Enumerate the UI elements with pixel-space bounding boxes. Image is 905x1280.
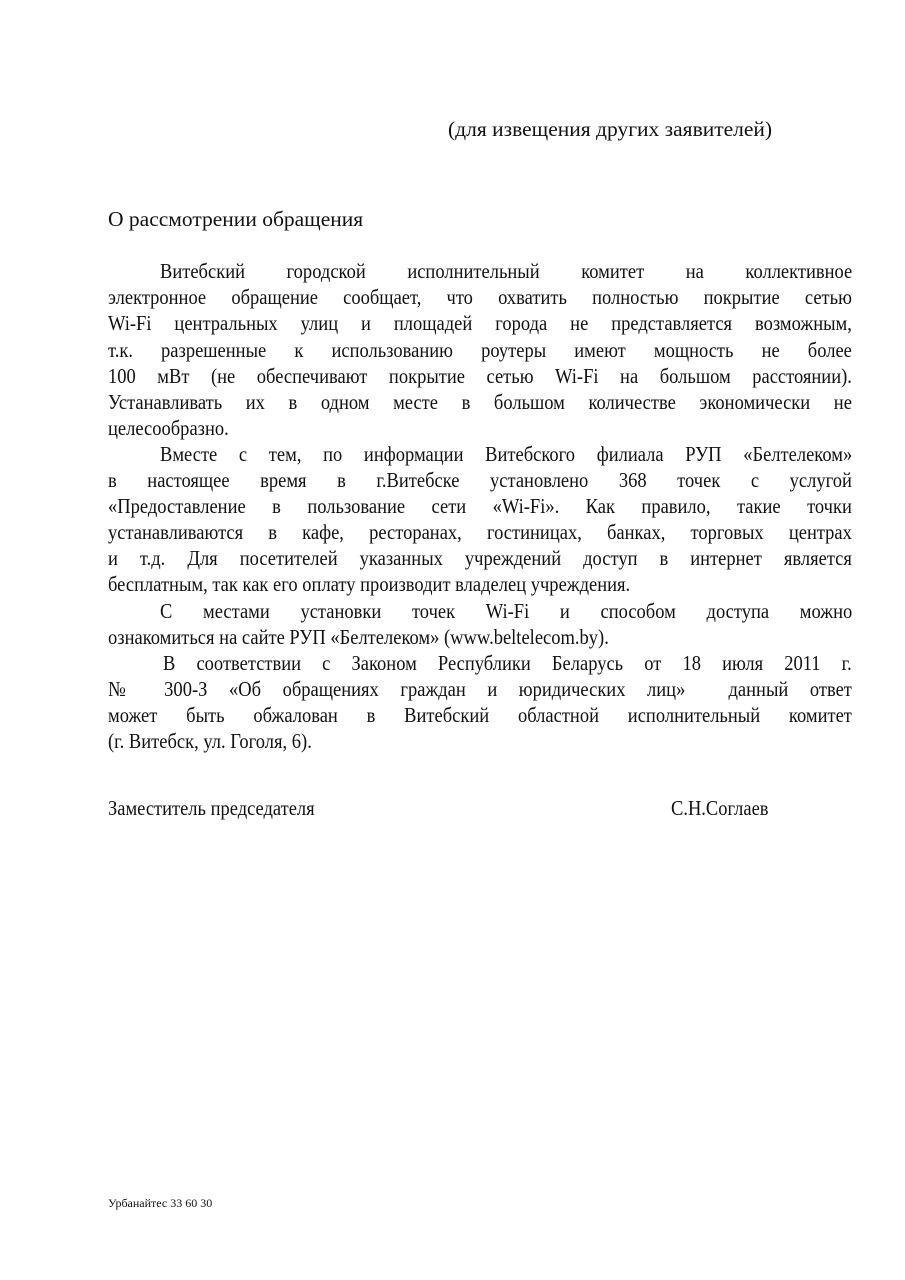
- body-line: ознакомиться на сайте РУП «Белтелеком» (www.beltelecom.by).: [108, 625, 609, 649]
- body-line: может быть обжалован в Витебский областной исполнительный комитет: [108, 703, 852, 727]
- body-line: бесплатным, так как его оплату производит владелец учреждения.: [108, 572, 631, 596]
- subject-heading: О рассмотрении обращения: [108, 207, 364, 231]
- body-line: Устанавливать их в одном месте в большом количестве экономически не: [108, 390, 852, 414]
- body-line: Витебский городской исполнительный комитет на коллективное: [160, 259, 853, 283]
- body-line: в настоящее время в г.Витебске установлено 368 точек с услугой: [108, 468, 852, 492]
- body-line: Вместе с тем, по информации Витебского филиала РУП «Белтелеком»: [160, 442, 853, 466]
- body-line: «Предоставление в пользование сети «Wi-Fi». Как правило, такие точки: [108, 494, 852, 518]
- signatory-title: Заместитель председателя: [108, 796, 315, 820]
- body-line: 100 мВт (не обеспечивают покрытие сетью Wi-Fi на большом расстоянии).: [108, 364, 852, 388]
- footer-contact: Урбанайтес 33 60 30: [108, 1196, 213, 1210]
- signatory-name: С.Н.Соглаев: [671, 796, 769, 820]
- body-line: Wi-Fi центральных улиц и площадей города не представляется возможным,: [108, 311, 852, 335]
- body-line: С местами установки точек Wi-Fi и способом доступа можно: [160, 599, 853, 623]
- body-line: В соответствии с Законом Республики Беларусь от 18 июля 2011 г.: [163, 651, 852, 675]
- recipient-note: (для извещения других заявителей): [448, 117, 773, 141]
- body-line: № 300-З «Об обращениях граждан и юридических лиц» данный ответ: [108, 677, 852, 701]
- body-line: целесообразно.: [108, 416, 229, 440]
- body-line: устанавливаются в кафе, ресторанах, гостиницах, банках, торговых центрах: [108, 520, 852, 544]
- body-line: электронное обращение сообщает, что охватить полностью покрытие сетью: [108, 285, 852, 309]
- body-line: (г. Витебск, ул. Гоголя, 6).: [108, 729, 312, 753]
- body-line: т.к. разрешенные к использованию роутеры имеют мощность не более: [108, 338, 852, 362]
- body-line: и т.д. Для посетителей указанных учреждений доступ в интернет является: [108, 546, 852, 570]
